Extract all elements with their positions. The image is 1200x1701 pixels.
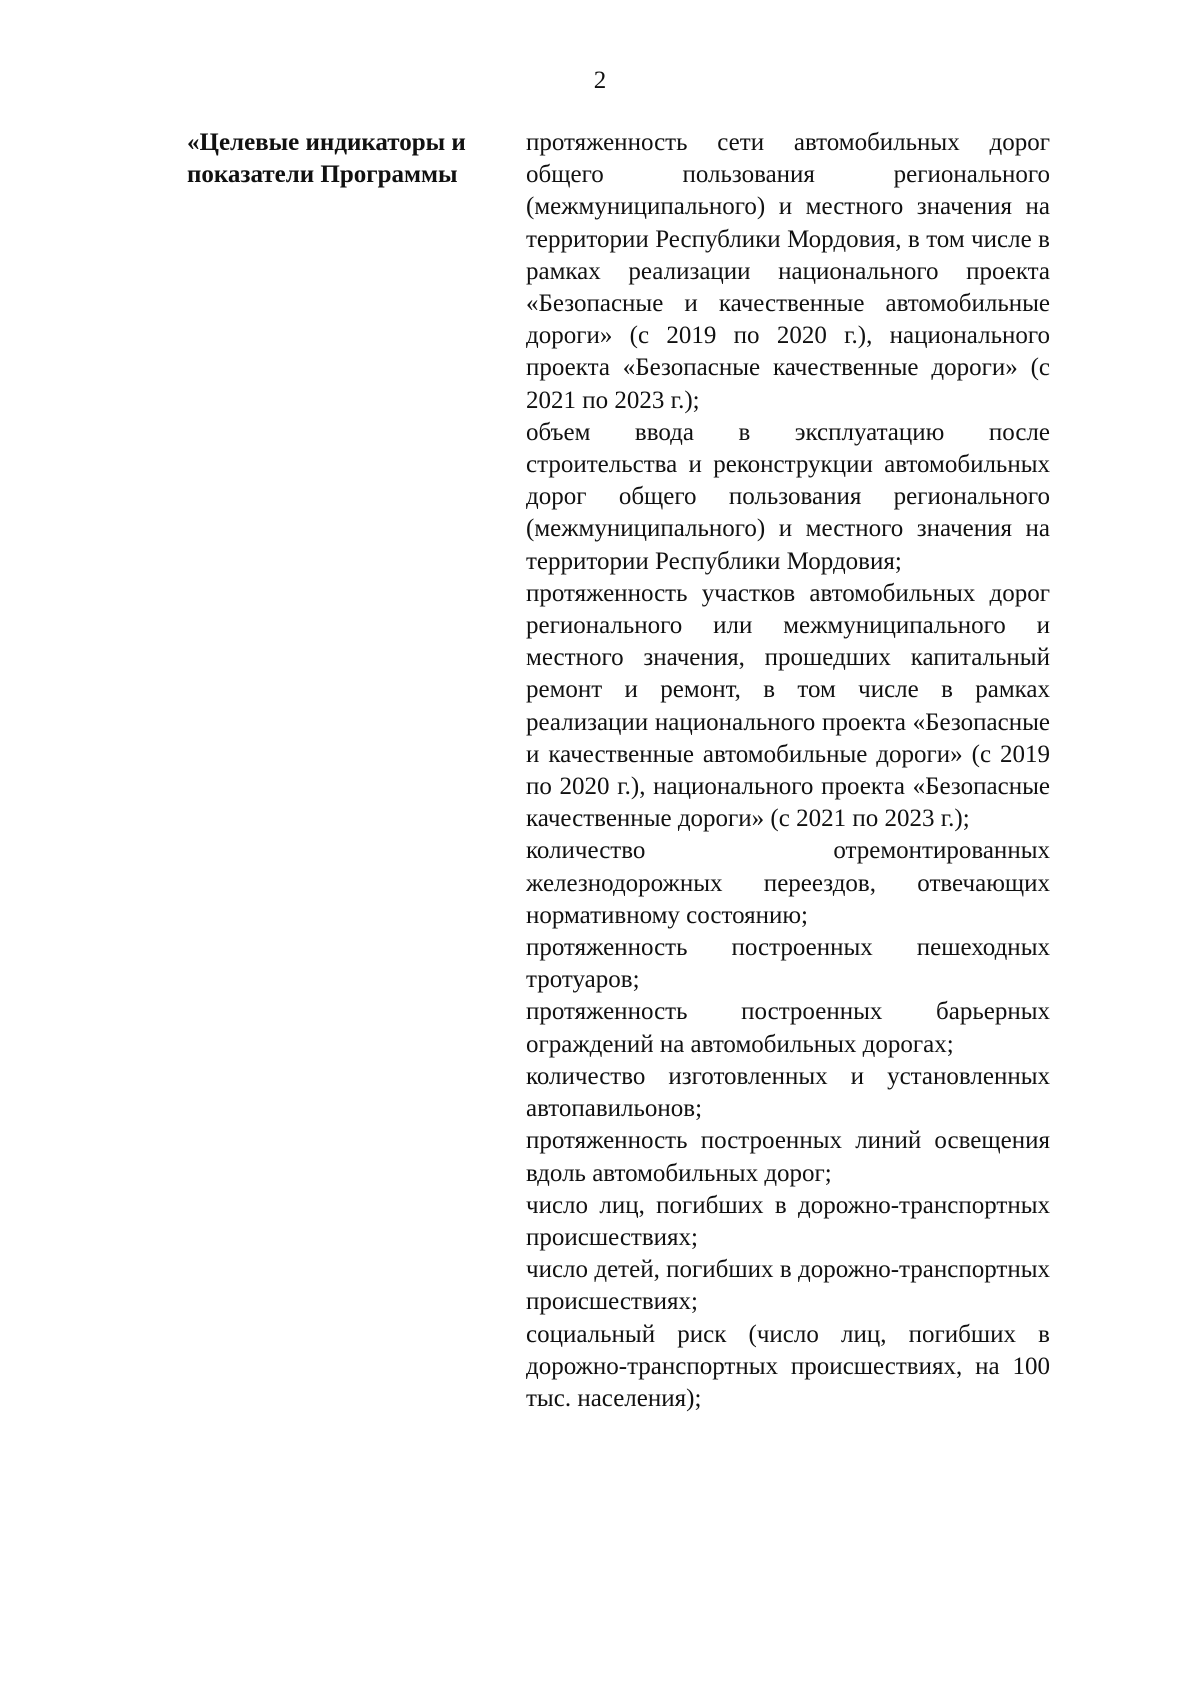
indicator-item-2: объем ввода в эксплуатацию после строительства и реконструкции автомобильных дорог общего пользования регионального (межмуниципального) и местного значения на территории Республики Мордовия; <box>526 418 1050 575</box>
section-label-line-2: показатели Программы <box>187 161 458 188</box>
indicator-item-10: число детей, погибших в дорожно-транспортных происшествиях; <box>526 1256 1050 1316</box>
section-label-line-1: «Целевые индикаторы и <box>187 129 466 156</box>
indicators-list <box>526 127 1050 1415</box>
indicator-item-11: социальный риск (число лиц, погибших в дорожно-транспортных происшествиях, на 100 тыс. населения); <box>526 1320 1050 1412</box>
indicator-item-8: протяженность построенных линий освещения вдоль автомобильных дорог; <box>526 1127 1050 1187</box>
section-label <box>187 127 517 191</box>
indicator-item-1: протяженность сети автомобильных дорог общего пользования регионального (межмуниципального) и местного значения на территории Республики Мордовия, в том числе в рамках реализации национального проекта «Безопасные и качественные автомобильные дороги» (с 2019 по 2020 г.), национального проекта «Безопасные качественные дороги» (с 2021 по 2023 г.); <box>526 129 1050 414</box>
indicator-item-4: количество отремонтированных железнодорожных переездов, отвечающих нормативному состоянию; <box>526 837 1050 929</box>
indicator-item-9: число лиц, погибших в дорожно-транспортных происшествиях; <box>526 1191 1050 1251</box>
indicator-item-3: протяженность участков автомобильных дорог регионального или межмуниципального и местного значения, прошедших капитальный ремонт и ремонт, в том числе в рамках реализации национального проекта «Безопасные и качественные автомобильные дороги» (с 2019 по 2020 г.), национального проекта «Безопасные качественные дороги» (с 2021 по 2023 г.); <box>526 579 1050 833</box>
indicator-item-5: протяженность построенных пешеходных тротуаров; <box>526 934 1050 994</box>
page-number: 2 <box>593 67 607 94</box>
indicator-item-6: протяженность построенных барьерных ограждений на автомобильных дорогах; <box>526 998 1050 1058</box>
indicator-item-7: количество изготовленных и установленных автопавильонов; <box>526 1062 1050 1123</box>
